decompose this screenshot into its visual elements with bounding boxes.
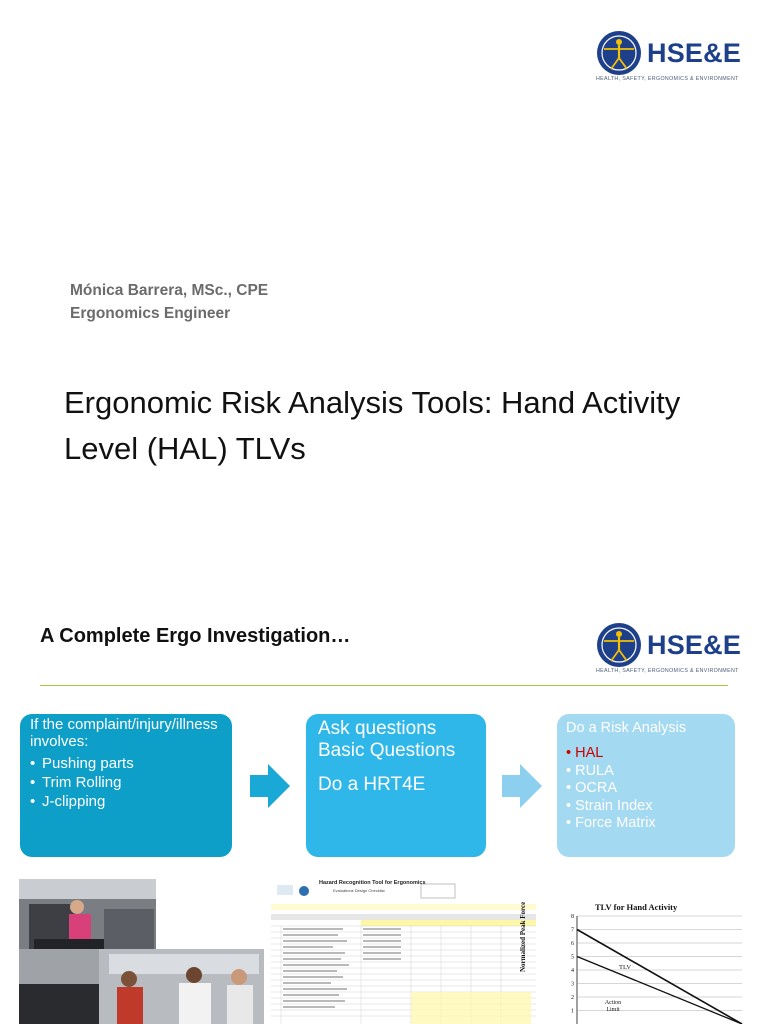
workplace-photo-collage: [19, 879, 264, 1024]
author-name: Mónica Barrera, MSc., CPE: [70, 282, 269, 299]
questions-line: Basic Questions: [318, 740, 456, 761]
y-tick-label: 4: [571, 968, 574, 974]
vitruvian-man-icon: [596, 30, 642, 76]
slide-title: A Complete Ergo Investigation…: [40, 625, 351, 647]
list-item: • Pushing parts: [30, 754, 222, 773]
tlv-line-label: TLV: [619, 964, 632, 971]
hsee-logo: [596, 622, 741, 674]
arrow-right-icon: [250, 764, 290, 808]
tlv-chart: [519, 882, 747, 1024]
hrt4e-line: Do a HRT4E: [318, 774, 426, 795]
logo-tagline: HEALTH, SAFETY, ERGONOMICS & ENVIRONMENT: [596, 668, 739, 674]
hazard-recognition-spreadsheet: [271, 880, 536, 1024]
complaint-list: [30, 754, 222, 811]
y-tick-label: 8: [571, 914, 574, 920]
hsee-logo: [596, 30, 741, 82]
spreadsheet-grid: [271, 880, 536, 1024]
logo-tagline: HEALTH, SAFETY, ERGONOMICS & ENVIRONMENT: [596, 76, 739, 82]
complaint-box: [20, 714, 232, 857]
chart-title: TLV for Hand Activity: [595, 902, 678, 912]
logo-text: HSE&E: [647, 629, 742, 660]
list-item: • HAL: [566, 745, 604, 761]
list-item: • J-clipping: [30, 792, 222, 811]
questions-box: [306, 714, 486, 857]
y-tick-label: 7: [571, 927, 574, 934]
list-item: • Strain Index: [566, 797, 653, 814]
author-role: Ergonomics Engineer: [70, 305, 231, 322]
presentation-title: Ergonomic Risk Analysis Tools: Hand Activity Level (HAL) TLVs: [64, 385, 681, 466]
risk-tool-list: [566, 745, 726, 833]
chart-ylabel: Normalized Peak Force: [519, 901, 527, 972]
author-block: [70, 279, 268, 325]
y-tick-label: 6: [571, 941, 574, 947]
complaint-heading: If the complaint/injury/illness involves:: [30, 716, 218, 750]
risk-analysis-heading: Do a Risk Analysis: [566, 720, 687, 736]
list-item: • OCRA: [566, 780, 617, 796]
action-limit-label: Action Limit: [604, 1000, 622, 1013]
arrow-right-icon: [502, 764, 542, 808]
sheet-title: Hazard Recognition Tool for Ergonomics: [319, 880, 426, 886]
investigation-slide: [0, 590, 768, 1024]
sheet-subtitle: Evaluations Design Checklist: [333, 888, 385, 893]
list-item: • Force Matrix: [566, 815, 656, 831]
list-item: • Trim Rolling: [30, 773, 222, 792]
y-tick-label: 3: [571, 981, 574, 988]
logo-text: HSE&E: [647, 37, 742, 68]
risk-analysis-box: [557, 714, 735, 857]
vitruvian-man-icon: [596, 622, 642, 668]
title-divider: [40, 685, 728, 686]
y-tick-label: 1: [571, 1008, 574, 1015]
y-tick-label: 5: [571, 954, 574, 961]
list-item: • RULA: [566, 762, 614, 779]
chart-plot: [547, 882, 747, 1024]
questions-line: Ask questions: [318, 718, 437, 739]
y-tick-label: 2: [571, 995, 574, 1001]
